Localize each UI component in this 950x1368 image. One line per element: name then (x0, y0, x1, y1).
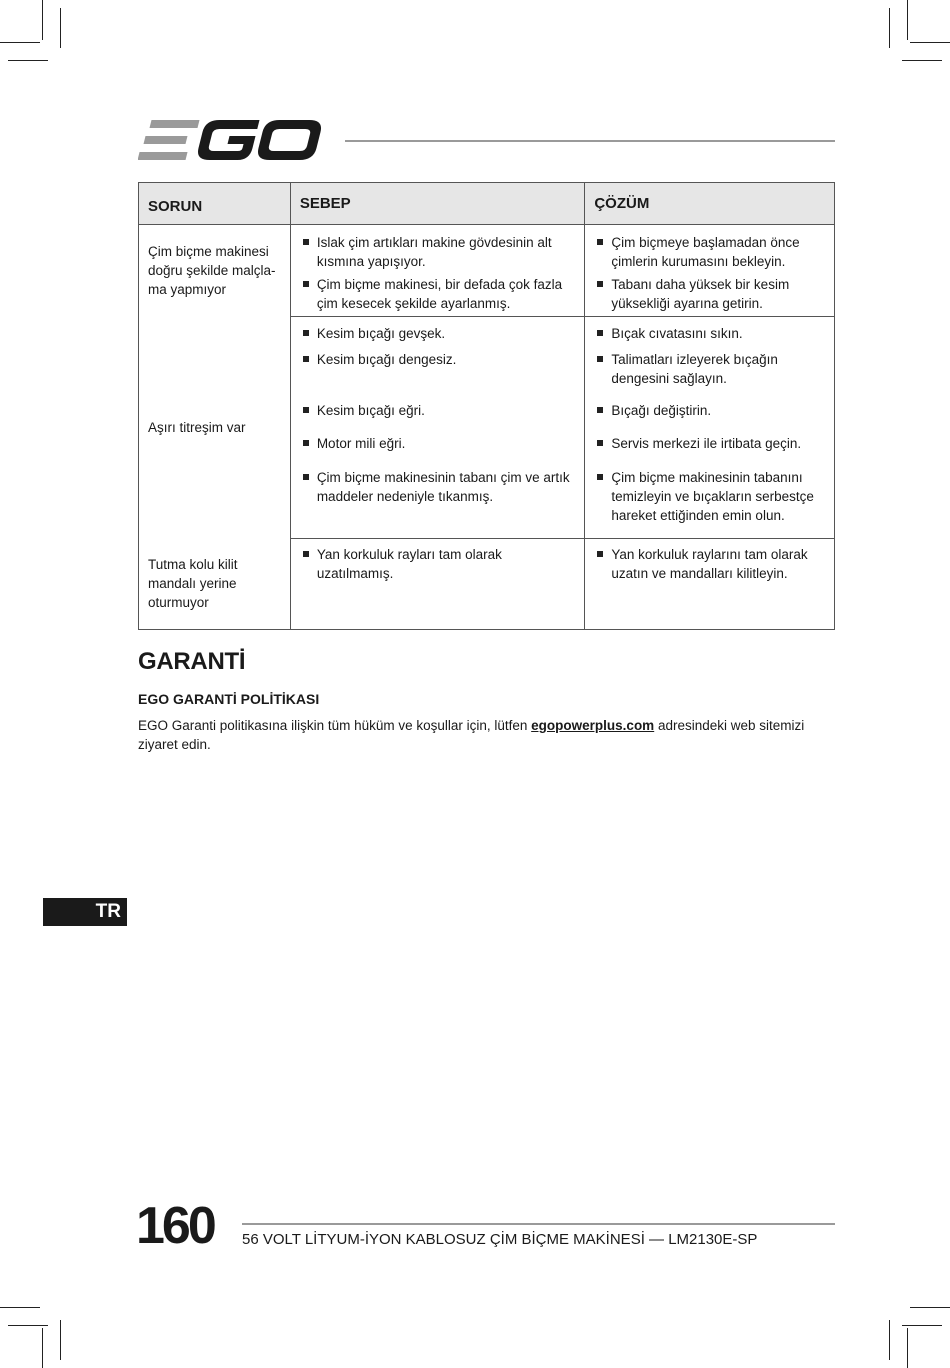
cause-cell (290, 468, 585, 539)
footer-title: 56 VOLT LİTYUM-İYON KABLOSUZ ÇİM BİÇME MAKİNESİ — LM2130E-SP (242, 1231, 758, 1248)
crop-mark (8, 1325, 48, 1326)
solution-cell (585, 401, 835, 434)
crop-mark (8, 60, 48, 61)
crop-mark (60, 8, 61, 48)
bullet-icon (303, 551, 309, 557)
crop-mark (42, 0, 43, 40)
solution-text: Çim biçmeye başlamadan önce çimlerin kurumasını bekleyin. (611, 235, 800, 269)
solution-cell (585, 539, 835, 630)
header-rule (345, 140, 835, 142)
table-row (139, 539, 835, 630)
crop-mark (902, 60, 942, 61)
solution-cell (585, 434, 835, 468)
cause-cell (290, 225, 585, 276)
bullet-icon (597, 356, 603, 362)
solution-text: Çim biçme makinesinin tabanını temizleyin ve bıçakların serbestçe hareket ettiğinden emin olun. (611, 470, 814, 523)
bullet-icon (597, 330, 603, 336)
bullet-icon (303, 356, 309, 362)
problem-text: Çim biçme makinesi doğru şekilde malçla-ma yapmıyor (148, 244, 276, 298)
problem-cell (139, 317, 291, 539)
crop-mark (889, 1320, 890, 1360)
bullet-icon (303, 407, 309, 413)
solution-text: Talimatları izleyerek bıçağın dengesini sağlayın. (611, 352, 778, 386)
bullet-icon (597, 440, 603, 446)
warranty-title: GARANTİ (138, 648, 246, 675)
warranty-text-after: adresindeki web sitemizi ziyaret edin. (138, 718, 805, 752)
cause-cell (290, 401, 585, 434)
crop-mark (42, 1328, 43, 1368)
table-header-row (139, 183, 835, 225)
crop-mark (889, 8, 890, 48)
problem-cell (139, 225, 291, 317)
warranty-text-before: EGO Garanti politikasına ilişkin tüm hüküm ve koşullar için, lütfen (138, 718, 532, 733)
problem-text: Aşırı titreşim var (148, 420, 246, 435)
bullet-icon (303, 239, 309, 245)
troubleshooting-table (138, 182, 835, 630)
table-row (139, 317, 835, 351)
header-cause: SEBEP (290, 183, 585, 225)
warranty-subtitle: EGO GARANTİ POLİTİKASI (138, 691, 320, 707)
cause-text: Çim biçme makinesinin tabanı çim ve artık maddeler nedeniyle tıkanmış. (316, 470, 570, 504)
solution-cell (585, 350, 835, 401)
warranty-link[interactable]: egopowerplus.com (531, 718, 655, 733)
cause-text: Yan korkuluk rayları tam olarak uzatılmamış. (316, 547, 502, 581)
bullet-icon (597, 281, 603, 287)
cause-text: Çim biçme makinesi, bir defada çok fazla çim kesecek şekilde ayarlanmış. (316, 277, 563, 311)
crop-mark (907, 1328, 908, 1368)
solution-cell (585, 275, 835, 317)
crop-mark (60, 1320, 61, 1360)
cause-cell (290, 434, 585, 468)
cause-cell (290, 275, 585, 317)
bullet-icon (303, 440, 309, 446)
cause-text: Kesim bıçağı dengesiz. (316, 352, 457, 367)
solution-text: Bıçağı değiştirin. (611, 403, 712, 418)
bullet-icon (597, 474, 603, 480)
solution-text: Yan korkuluk raylarını tam olarak uzatın ve mandalları kilitleyin. (611, 547, 808, 581)
table-row (139, 225, 835, 276)
solution-text: Bıçak cıvatasını sıkın. (611, 326, 743, 341)
solution-text: Servis merkezi ile irtibata geçin. (611, 436, 802, 451)
solution-cell (585, 468, 835, 539)
cause-text: Motor mili eğri. (316, 436, 406, 451)
footer-rule (242, 1223, 835, 1225)
page-number: 160 (136, 1197, 214, 1255)
ego-logo-graphic (138, 118, 328, 162)
cause-text: Islak çim artıkları makine gövdesinin alt kısmına yapışıyor. (316, 235, 552, 269)
solution-text: Tabanı daha yüksek bir kesim yüksekliği ayarına getirin. (611, 277, 790, 311)
bullet-icon (303, 330, 309, 336)
crop-mark (902, 1325, 942, 1326)
problem-text: Tutma kolu kilit mandalı yerine oturmuyor (148, 557, 238, 610)
bullet-icon (597, 407, 603, 413)
solution-cell (585, 317, 835, 351)
bullet-icon (303, 474, 309, 480)
bullet-icon (597, 551, 603, 557)
cause-cell (290, 539, 585, 630)
cause-cell (290, 317, 585, 351)
language-tab: TR (43, 898, 127, 926)
cause-text: Kesim bıçağı gevşek. (316, 326, 446, 341)
warranty-text (138, 716, 835, 754)
crop-mark (0, 1307, 40, 1308)
crop-mark (910, 1307, 950, 1308)
cause-text: Kesim bıçağı eğri. (316, 403, 425, 418)
solution-cell (585, 225, 835, 276)
bullet-icon (303, 281, 309, 287)
problem-cell (139, 539, 291, 630)
header-solution: ÇÖZÜM (585, 183, 835, 225)
crop-mark (0, 42, 40, 43)
header-problem: SORUN (139, 183, 291, 225)
ego-logo (138, 118, 328, 162)
crop-mark (910, 42, 950, 43)
bullet-icon (597, 239, 603, 245)
cause-cell (290, 350, 585, 401)
crop-mark (907, 0, 908, 40)
